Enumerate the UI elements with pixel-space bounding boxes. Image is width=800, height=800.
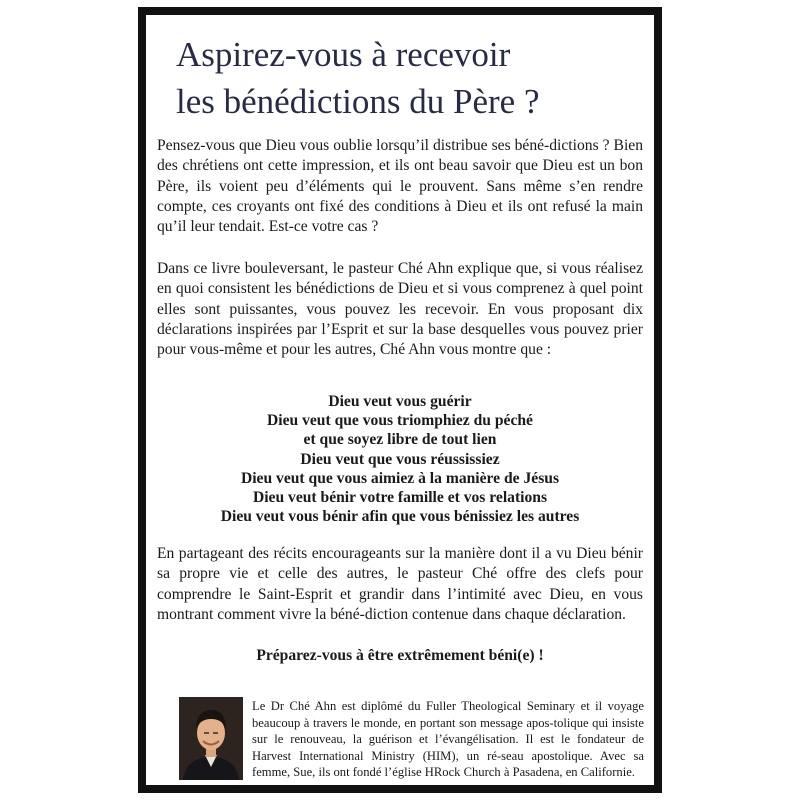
title-line-2: les bénédictions du Père ? (176, 82, 540, 121)
declaration-item: Dieu veut bénir votre famille et vos relations (252, 489, 548, 507)
cover-page (146, 15, 654, 785)
title-line-1: Aspirez-vous à recevoir (176, 35, 511, 74)
declaration-item: Dieu veut que vous triomphiez du péché (267, 412, 533, 430)
author-portrait-icon (179, 697, 243, 780)
author-photo (179, 697, 243, 780)
author-bio: Le Dr Ché Ahn est diplômé du Fuller Theological Seminary et il voyage beaucoup à travers le monde, en portant son message apos-tolique qui insiste sur le renouveau, la guérison et l’évangélisation. Il est le fondateur de Harvest International Ministry (HIM), un ré-seau apostolique. Avec sa femme, Sue, ils ont fondé l’église HRock Church à Pasadena, en Californie. (252, 699, 644, 780)
declaration-item: Dieu veut vous bénir afin que vous bénissiez les autres (220, 508, 580, 526)
declaration-item: Dieu veut que vous réussissiez (300, 450, 500, 468)
declaration-item: et que soyez libre de tout lien (303, 431, 497, 449)
intro-paragraph: Pensez-vous que Dieu vous oublie lorsqu’il distribue ses béné-dictions ? Bien des chrétiens ont cette impression, et ils ont beau savoir que Dieu est un bon Père, ils voient peu d’éléments qui le prouvent. Sans même s’en rendre compte, ces croyants ont fixé des conditions à Dieu et ils ont refusé la main qu’il leur tendait. Est-ce votre cas ? (157, 137, 643, 236)
closing-statement: Préparez-vous à être extrêmement béni(e) ! (256, 647, 544, 664)
declaration-item: Dieu veut vous guérir (328, 393, 472, 410)
summary-paragraph: Dans ce livre bouleversant, le pasteur Ché Ahn explique que, si vous réalisez en quoi consistent les bénédictions de Dieu et si vous comprenez à quel point elles sont puissantes, vous pouvez les recevoir. En vous proposant dix déclarations inspirées par l’Esprit et sur la base desquelles vous pouvez prier pour vous-même et pour les autres, Ché Ahn vous montre que : (157, 260, 643, 359)
declarations-list (157, 392, 643, 526)
book-back-cover (138, 7, 662, 793)
stories-paragraph: En partageant des récits encourageants sur la manière dont il a vu Dieu bénir sa propre vie et celle des autres, le pasteur Ché offre des clefs pour comprendre le Saint-Esprit et grandir dans l’intimité avec Dieu, en vous montrant comment vivre la béné-diction contenue dans chaque déclaration. (157, 545, 643, 623)
page-title (176, 31, 636, 125)
declaration-item: Dieu veut que vous aimiez à la manière de Jésus (240, 469, 560, 487)
